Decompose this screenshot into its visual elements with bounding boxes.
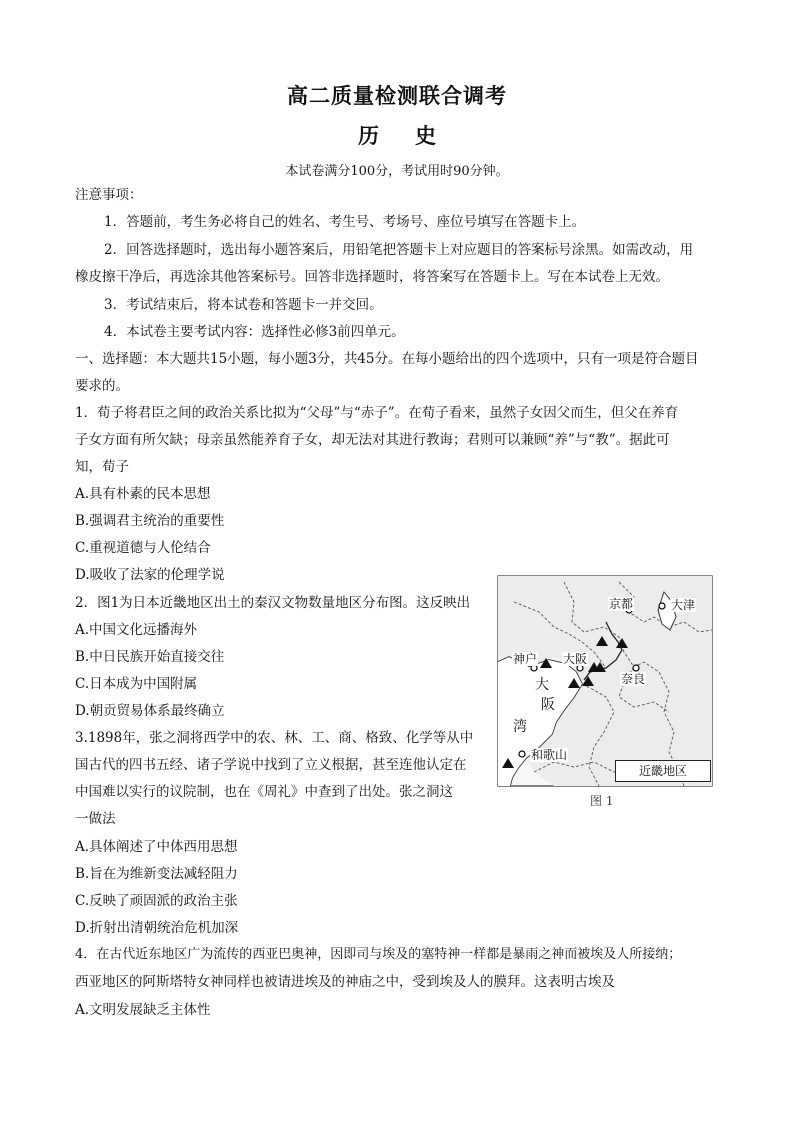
label-bay-2: 阪 xyxy=(541,697,555,713)
exam-title: 高二质量检测联合调考 xyxy=(287,83,507,108)
q2-option-d: D.朝贡贸易体系最终确立 xyxy=(75,703,225,719)
q1-line-2: 子女方面有所欠缺；母亲虽然能养育子女，却无法对其进行教诲；君则可以兼顾“养”与“教”。据此可 xyxy=(75,432,670,448)
subject-title xyxy=(0,120,794,150)
label-wakayama: 和歌山 xyxy=(531,748,568,762)
note-4: 4．本试卷主要考试内容：选择性必修3前四单元。 xyxy=(104,324,405,340)
label-osaka: 大阪 xyxy=(563,652,588,666)
q3-line-3: 中国难以实行的议院制，也在《周礼》中查到了出处。张之洞这 xyxy=(75,784,453,800)
q3-line-4: 一做法 xyxy=(75,811,116,827)
section-1-line-2: 要求的。 xyxy=(75,378,129,394)
q4-line-2: 西亚地区的阿斯塔特女神同样也被请进埃及的神庙之中，受到埃及人的膜拜。这表明古埃及 xyxy=(75,974,615,990)
otsu-marker xyxy=(659,603,665,609)
q2-option-a: A.中国文化远播海外 xyxy=(75,622,198,638)
note-1: 1．答题前，考生务必将自己的姓名、考生号、考场号、座位号填写在答题卡上。 xyxy=(104,214,586,230)
label-otsu: 大津 xyxy=(671,598,696,612)
q2-option-b: B.中日民族开始直接交往 xyxy=(75,649,225,665)
note-3: 3．考试结束后，将本试卷和答题卡一并交回。 xyxy=(104,297,383,313)
section-1-line-1: 一、选择题：本大题共15小题，每小题3分，共45分。在每小题给出的四个选项中，只有一项是符合题目 xyxy=(75,351,699,367)
q3-line-2: 国古代的四书五经、诸子学说中找到了立义根据，甚至连他认定在 xyxy=(75,757,467,773)
nara-marker xyxy=(633,665,639,671)
q1-option-c: C.重视道德与人伦结合 xyxy=(75,540,211,556)
figure-1-caption: 图 1 xyxy=(590,794,614,808)
wakayama-marker xyxy=(519,751,525,757)
q1-option-b: B.强调君主统治的重要性 xyxy=(75,513,225,529)
q1-line-3: 知，荀子 xyxy=(75,459,129,475)
q1-option-d: D.吸收了法家的伦理学说 xyxy=(75,567,225,583)
q3-option-d: D.折射出清朝统治危机加深 xyxy=(75,920,239,936)
label-bay-3: 湾 xyxy=(513,719,527,735)
note-2-line-2: 橡皮擦干净后，再选涂其他答案标号。回答非选择题时，将答案写在答题卡上。写在本试卷上无效。 xyxy=(75,269,669,285)
label-kobe: 神户 xyxy=(513,652,538,666)
label-nara: 奈良 xyxy=(621,672,646,686)
q4-option-a: A.文明发展缺乏主体性 xyxy=(75,1002,211,1018)
q2-option-c: C.日本成为中国附属 xyxy=(75,676,198,692)
notes-heading: 注意事项： xyxy=(75,187,143,203)
q3-option-b: B.旨在为维新变法减轻阻力 xyxy=(75,866,238,882)
q3-option-c: C.反映了顽固派的政治主张 xyxy=(75,893,238,909)
q2-line-1: 2．图1为日本近畿地区出土的秦汉文物数量地区分布图。这反映出 xyxy=(75,595,471,611)
label-kyoto: 京都 xyxy=(609,597,634,611)
q4-line-1: 4．在古代近东地区广为流传的西亚巴奥神，因即司与埃及的塞特神一样都是暴雨之神而被埃及人所接纳； xyxy=(75,947,682,962)
q3-line-1: 3.1898年，张之洞将西学中的农、林、工、商、格致、化学等从中 xyxy=(75,730,474,746)
subject-char-1: 历 xyxy=(358,123,379,148)
q1-option-a: A.具有朴素的民本思想 xyxy=(75,486,211,502)
q3-option-a: A.具体阐述了中体西用思想 xyxy=(75,839,238,855)
subject-char-2: 史 xyxy=(415,123,436,148)
q1-line-1: 1．荀子将君臣之间的政治关系比拟为“父母”与“赤子”。在荀子看来，虽然子女因父而生，但父在养育 xyxy=(75,405,679,421)
note-2-line-1: 2．回答选择题时，选出每小题答案后，用铅笔把答题卡上对应题目的答案标号涂黑。如需改动，用 xyxy=(104,242,694,258)
label-bay-1: 大 xyxy=(535,677,549,693)
map-legend: 近畿地区 xyxy=(615,760,711,782)
exam-info: 本试卷满分100分，考试用时90分钟。 xyxy=(285,164,509,179)
